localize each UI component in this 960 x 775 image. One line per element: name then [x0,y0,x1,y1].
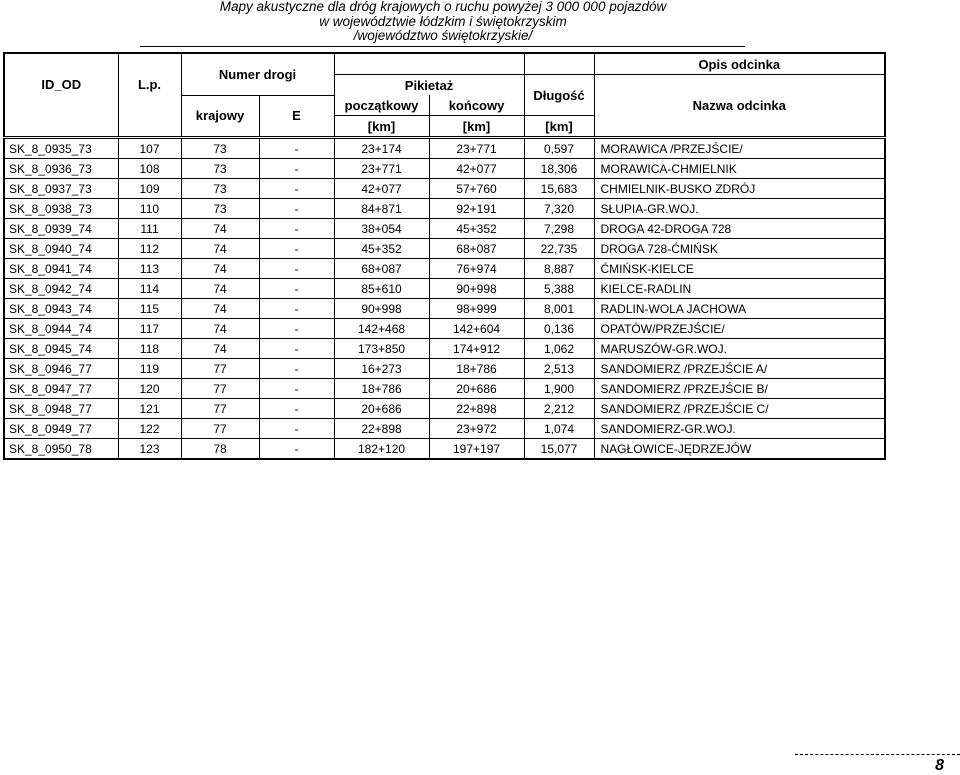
table-row [4,259,885,279]
cell-e: - [259,159,334,179]
cell-lp: 115 [118,299,181,319]
cell-krajowy: 74 [181,279,259,299]
cell-e: - [259,439,334,460]
cell-krajowy: 74 [181,219,259,239]
cell-end: 92+191 [429,199,524,219]
header-dlugosc: Długość [524,75,594,116]
cell-lp: 117 [118,319,181,339]
cell-name: SŁUPIA-GR.WOJ. [594,199,885,219]
cell-end: 23+771 [429,138,524,159]
cell-length: 1,900 [524,379,594,399]
header-unit-length: [km] [524,116,594,138]
cell-id-od: SK_8_0935_73 [4,138,118,159]
cell-name: DROGA 728-ĆMIŃSK [594,239,885,259]
cell-name: SANDOMIERZ /PRZEJŚCIE B/ [594,379,885,399]
header-poczatkowy: początkowy [334,95,429,116]
cell-e: - [259,379,334,399]
cell-e: - [259,359,334,379]
table-row [4,319,885,339]
title-line-3: /województwo świętokrzyskie/ [353,28,533,43]
cell-name: MARUSZÓW-GR.WOJ. [594,339,885,359]
cell-name: NAGŁOWICE-JĘDRZEJÓW [594,439,885,460]
cell-krajowy: 73 [181,138,259,159]
cell-e: - [259,239,334,259]
header-unit-end: [km] [429,116,524,138]
table-row [4,379,885,399]
table-row [4,299,885,319]
cell-krajowy: 73 [181,179,259,199]
cell-krajowy: 74 [181,259,259,279]
table-row [4,419,885,439]
cell-name: ĆMIŃSK-KIELCE [594,259,885,279]
cell-krajowy: 74 [181,339,259,359]
cell-end: 142+604 [429,319,524,339]
cell-end: 45+352 [429,219,524,239]
table-row [4,138,885,159]
cell-name: OPATÓW/PRZEJŚCIE/ [594,319,885,339]
cell-length: 8,001 [524,299,594,319]
document-title [0,0,886,44]
table-row [4,279,885,299]
cell-id-od: SK_8_0936_73 [4,159,118,179]
cell-name: MORAWICA-CHMIELNIK [594,159,885,179]
cell-e: - [259,179,334,199]
cell-length: 0,136 [524,319,594,339]
cell-length: 1,074 [524,419,594,439]
cell-lp: 121 [118,399,181,419]
cell-start: 142+468 [334,319,429,339]
cell-start: 90+998 [334,299,429,319]
header-lp: L.p. [118,75,181,96]
table-row [4,179,885,199]
cell-e: - [259,299,334,319]
cell-id-od: SK_8_0938_73 [4,199,118,219]
cell-krajowy: 73 [181,199,259,219]
cell-lp: 111 [118,219,181,239]
cell-krajowy: 73 [181,159,259,179]
cell-id-od: SK_8_0942_74 [4,279,118,299]
header-unit-start: [km] [334,116,429,138]
cell-krajowy: 77 [181,379,259,399]
cell-id-od: SK_8_0950_78 [4,439,118,460]
cell-start: 45+352 [334,239,429,259]
cell-start: 85+610 [334,279,429,299]
cell-e: - [259,219,334,239]
footer-dashed-line [795,754,960,755]
cell-end: 174+912 [429,339,524,359]
cell-end: 23+972 [429,419,524,439]
title-line-2: w województwie łódzkim i świętokrzyskim [319,13,567,29]
cell-start: 22+898 [334,419,429,439]
road-sections-table [3,52,886,460]
cell-lp: 122 [118,419,181,439]
header-pikietaz-top [334,53,524,75]
header-dlugosc-top [524,53,594,75]
cell-name: DROGA 42-DROGA 728 [594,219,885,239]
cell-krajowy: 74 [181,299,259,319]
cell-length: 22,735 [524,239,594,259]
cell-name: SANDOMIERZ /PRZEJŚCIE A/ [594,359,885,379]
cell-lp: 120 [118,379,181,399]
cell-end: 18+786 [429,359,524,379]
cell-id-od: SK_8_0937_73 [4,179,118,199]
cell-end: 76+974 [429,259,524,279]
page-number: 8 [935,757,944,774]
cell-end: 57+760 [429,179,524,199]
cell-start: 182+120 [334,439,429,460]
header-id-od-mid [4,95,118,116]
cell-end: 42+077 [429,159,524,179]
cell-lp: 113 [118,259,181,279]
cell-lp: 123 [118,439,181,460]
cell-lp: 112 [118,239,181,259]
cell-length: 8,887 [524,259,594,279]
header-pikietaz: Pikietaż [334,75,524,96]
cell-name: SANDOMIERZ /PRZEJŚCIE C/ [594,399,885,419]
table-row [4,359,885,379]
cell-start: 16+273 [334,359,429,379]
table-body [4,138,885,460]
cell-krajowy: 77 [181,399,259,419]
cell-name: RADLIN-WOLA JACHOWA [594,299,885,319]
table-row [4,439,885,460]
cell-name: MORAWICA /PRZEJŚCIE/ [594,138,885,159]
table-row [4,339,885,359]
header-lp-top [118,53,181,75]
cell-lp: 110 [118,199,181,219]
cell-end: 90+998 [429,279,524,299]
header-nazwa-odcinka: Nazwa odcinka [594,75,885,138]
cell-e: - [259,399,334,419]
header-koncowy: końcowy [429,95,524,116]
cell-length: 2,513 [524,359,594,379]
cell-krajowy: 77 [181,419,259,439]
cell-length: 5,388 [524,279,594,299]
cell-name: KIELCE-RADLIN [594,279,885,299]
header-lp-mid [118,95,181,116]
cell-length: 18,306 [524,159,594,179]
cell-start: 23+174 [334,138,429,159]
cell-start: 38+054 [334,219,429,239]
cell-length: 1,062 [524,339,594,359]
table-row [4,239,885,259]
title-underline [140,46,745,47]
cell-start: 42+077 [334,179,429,199]
cell-id-od: SK_8_0939_74 [4,219,118,239]
table-row [4,219,885,239]
cell-id-od: SK_8_0944_74 [4,319,118,339]
cell-krajowy: 78 [181,439,259,460]
cell-krajowy: 74 [181,239,259,259]
cell-lp: 119 [118,359,181,379]
cell-name: SANDOMIERZ-GR.WOJ. [594,419,885,439]
header-id-od: ID_OD [4,75,118,96]
cell-lp: 114 [118,279,181,299]
table-header [4,53,885,138]
cell-end: 22+898 [429,399,524,419]
cell-start: 68+087 [334,259,429,279]
cell-start: 23+771 [334,159,429,179]
cell-start: 173+850 [334,339,429,359]
cell-end: 98+999 [429,299,524,319]
cell-id-od: SK_8_0943_74 [4,299,118,319]
cell-length: 7,298 [524,219,594,239]
cell-krajowy: 74 [181,319,259,339]
cell-id-od: SK_8_0949_77 [4,419,118,439]
cell-lp: 118 [118,339,181,359]
header-e: E [259,95,334,138]
cell-length: 0,597 [524,138,594,159]
cell-lp: 109 [118,179,181,199]
cell-id-od: SK_8_0940_74 [4,239,118,259]
cell-e: - [259,319,334,339]
cell-length: 15,077 [524,439,594,460]
cell-id-od: SK_8_0941_74 [4,259,118,279]
cell-end: 20+686 [429,379,524,399]
header-lp-bottom [118,116,181,138]
header-numer-drogi: Numer drogi [181,53,334,95]
cell-lp: 107 [118,138,181,159]
header-id-od-bottom [4,116,118,138]
table-row [4,399,885,419]
cell-start: 20+686 [334,399,429,419]
header-id-od-top [4,53,118,75]
cell-id-od: SK_8_0945_74 [4,339,118,359]
cell-e: - [259,259,334,279]
cell-e: - [259,199,334,219]
cell-end: 197+197 [429,439,524,460]
cell-krajowy: 77 [181,359,259,379]
header-opis-odcinka: Opis odcinka [594,53,885,75]
cell-e: - [259,138,334,159]
cell-id-od: SK_8_0946_77 [4,359,118,379]
cell-length: 7,320 [524,199,594,219]
title-line-1: Mapy akustyczne dla dróg krajowych o ruchu powyżej 3 000 000 pojazdów [219,0,667,14]
cell-name: CHMIELNIK-BUSKO ZDRÓJ [594,179,885,199]
cell-e: - [259,339,334,359]
cell-e: - [259,279,334,299]
table-row [4,199,885,219]
cell-lp: 108 [118,159,181,179]
cell-id-od: SK_8_0948_77 [4,399,118,419]
table-row [4,159,885,179]
cell-id-od: SK_8_0947_77 [4,379,118,399]
header-krajowy: krajowy [181,95,259,138]
cell-end: 68+087 [429,239,524,259]
cell-e: - [259,419,334,439]
cell-length: 15,683 [524,179,594,199]
cell-length: 2,212 [524,399,594,419]
cell-start: 84+871 [334,199,429,219]
cell-start: 18+786 [334,379,429,399]
